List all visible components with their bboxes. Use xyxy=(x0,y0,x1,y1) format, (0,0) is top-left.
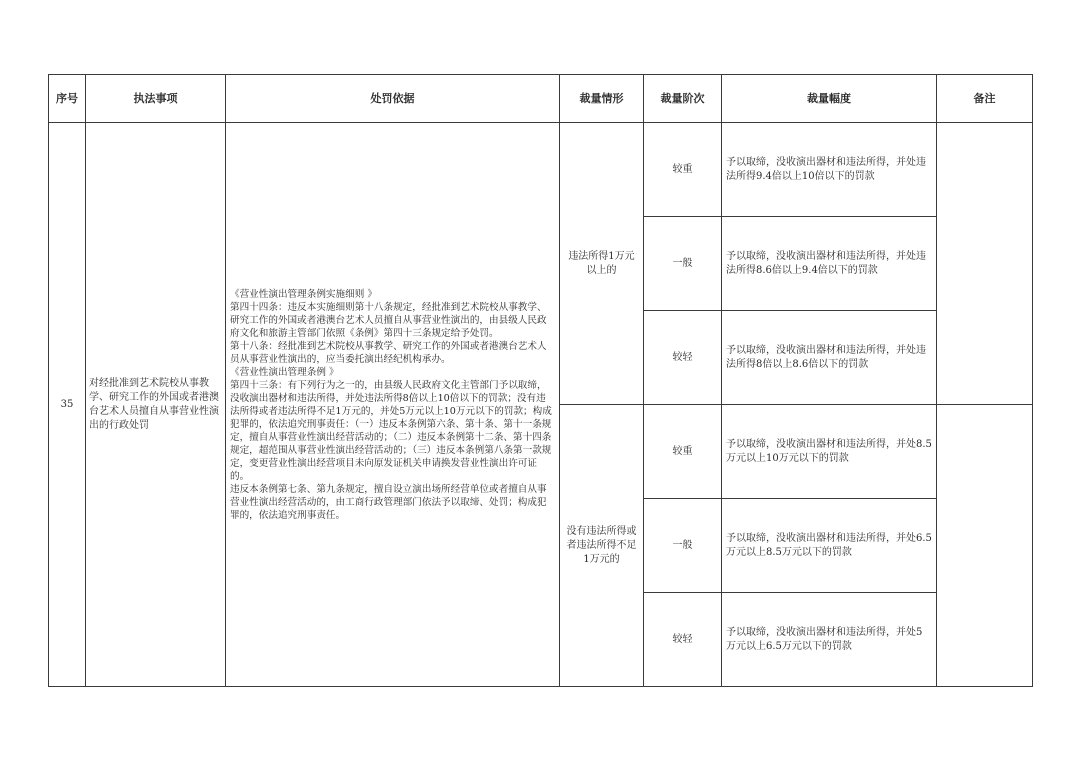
row-seq-cell: 35 xyxy=(49,123,86,687)
header-situation: 裁量情形 xyxy=(560,75,644,123)
level-cell: 一般 xyxy=(644,499,722,593)
header-range: 裁量幅度 xyxy=(722,75,937,123)
header-remarks: 备注 xyxy=(937,75,1033,123)
range-cell: 予以取缔，没收演出器材和违法所得，并处5万元以上6.5万元以下的罚款 xyxy=(722,593,937,687)
level-cell: 较轻 xyxy=(644,593,722,687)
situation-cell-2: 没有违法所得或者违法所得不足1万元的 xyxy=(560,405,644,687)
level-cell: 较轻 xyxy=(644,311,722,405)
range-cell: 予以取缔，没收演出器材和违法所得，并处违法所得8.6倍以上9.4倍以下的罚款 xyxy=(722,217,937,311)
header-row xyxy=(49,75,1033,123)
level-cell: 较重 xyxy=(644,405,722,499)
level-cell: 较重 xyxy=(644,123,722,217)
penalty-discretion-table xyxy=(48,74,1033,687)
range-cell: 予以取缔，没收演出器材和违法所得，并处违法所得8倍以上8.6倍以下的罚款 xyxy=(722,311,937,405)
range-cell: 予以取缔，没收演出器材和违法所得，并处违法所得9.4倍以上10倍以下的罚款 xyxy=(722,123,937,217)
header-seq: 序号 xyxy=(49,75,86,123)
row-item-cell: 对经批准到艺术院校从事教学、研究工作的外国或者港澳台艺术人员擅自从事营业性演出的行政处罚 xyxy=(86,123,226,687)
header-level: 裁量阶次 xyxy=(644,75,722,123)
header-item: 执法事项 xyxy=(86,75,226,123)
header-basis: 处罚依据 xyxy=(226,75,560,123)
row-basis-cell: 《营业性演出管理条例实施细则 》 第四十四条：违反本实施细则第十八条规定，经批准到艺术院校从事教学、研究工作的外国或者港澳台艺术人员擅自从事营业性演出的，由县级人民政府文化和旅游主管部门依照《条例》第四十三条规定给予处罚。 第十八条：经批准到艺术院校从事教学、研究工作的外国或者港澳台艺术人员从事营业性演出的，应当委托演出经纪机构承办。 《营业性演出管理条例 》 第四十三条：有下列行为之一的，由县级人民政府文化主管部门予以取缔，没收演出器材和违法所得，并处违法所得8倍以上10倍以下的罚款；没有违法所得或者违法所得不足1万元的，并处5万元以上10万元以下的罚款；构成犯罪的，依法追究刑事责任：（一）违反本条例第六条、第十条、第十一条规定，擅自从事营业性演出经营活动的；（二）违反本条例第十二条、第十四条规定，超范围从事营业性演出经营活动的；（三）违反本条例第八条第一款规定，变更营业性演出经营项目未向原发证机关申请换发营业性演出许可证的。 违反本条例第七条、第九条规定，擅自设立演出场所经营单位或者擅自从事营业性演出经营活动的，由工商行政管理部门依法予以取缔、处罚；构成犯罪的，依法追究刑事责任。 xyxy=(226,123,560,687)
remarks-cell-1 xyxy=(937,123,1033,405)
range-cell: 予以取缔，没收演出器材和违法所得，并处8.5万元以上10万元以下的罚款 xyxy=(722,405,937,499)
remarks-cell-2 xyxy=(937,405,1033,687)
situation-cell-1: 违法所得1万元以上的 xyxy=(560,123,644,405)
level-cell: 一般 xyxy=(644,217,722,311)
table-row xyxy=(49,123,1033,217)
range-cell: 予以取缔，没收演出器材和违法所得，并处6.5万元以上8.5万元以下的罚款 xyxy=(722,499,937,593)
